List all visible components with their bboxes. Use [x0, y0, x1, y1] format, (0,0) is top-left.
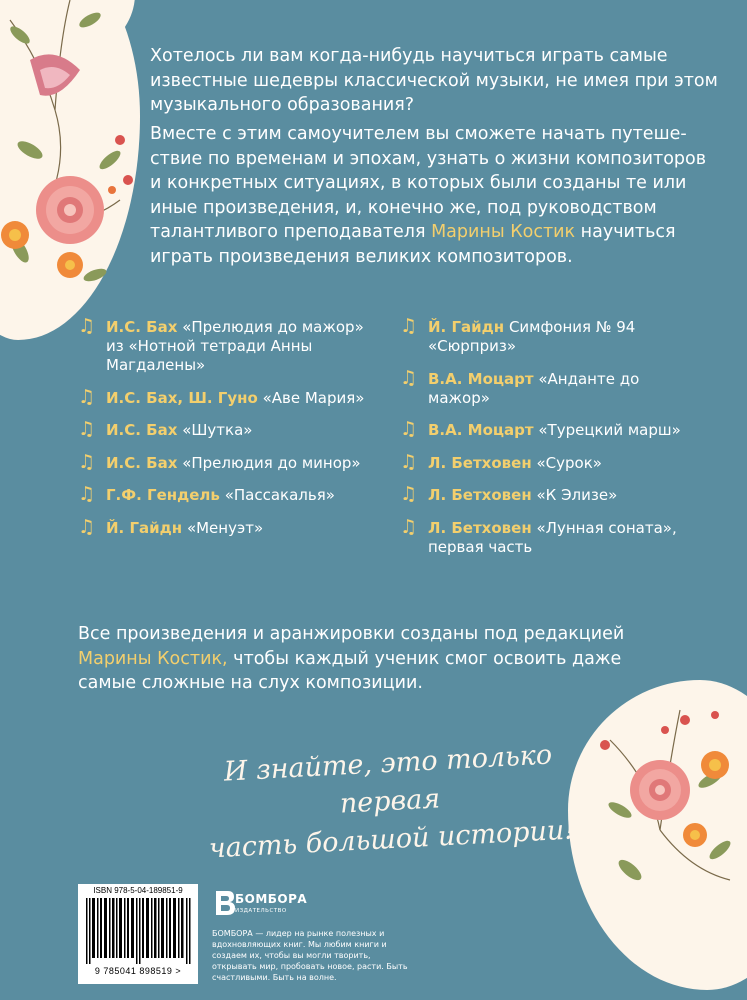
barcode	[78, 884, 198, 984]
piece-list-left	[78, 315, 368, 551]
list-item: ♫ И.С. Бах, Ш. Гуно «Аве Мария»	[78, 385, 365, 408]
music-note-icon: ♫	[78, 315, 96, 337]
description-paragraph: Вместе с этим самоучителем вы сможете начать путеше-ствие по временам и эпохам, узнать о жизни композиторов и конкретных ситуациях, в которых были созданы те или иные произведения, и, конечно же, под руководством талантливого преподавателя Марины Костик научиться играть произведения великих композиторов.	[150, 124, 707, 267]
music-note-icon: ♫	[400, 483, 418, 505]
list-item: ♫ Й. Гайдн Симфония № 94 «Сюрприз»	[400, 315, 636, 355]
music-note-icon: ♫	[78, 515, 96, 538]
music-note-icon: ♫	[78, 385, 96, 408]
publisher-name: БОМБОРА	[235, 892, 308, 906]
list-item: ♫ Й. Гайдн «Менуэт»	[78, 515, 264, 538]
cream-decor-bottom	[568, 680, 747, 990]
author-name-highlight: Марины Костик,	[78, 648, 228, 669]
music-note-icon: ♫	[400, 418, 418, 440]
handwritten-tagline: И знайте, это только первая часть большой истории!	[208, 739, 576, 865]
music-note-icon: ♫	[400, 366, 418, 389]
intro-paragraph: Хотелось ли вам когда-нибудь научиться играть самые известные шедевры классической музыки, не имея при этом музыкального образования?	[150, 46, 718, 115]
music-note-icon: ♫	[78, 483, 96, 505]
publisher-subtitle: ИЗДАТЕЛЬСТВО	[235, 908, 287, 914]
list-item: ♫ В.А. Моцарт «Анданте до мажор»	[400, 366, 640, 407]
list-item: ♫ Г.Ф. Гендель «Пассакалья»	[78, 483, 335, 505]
barcode-digits: 9 785041 898519 >	[94, 966, 182, 976]
barcode-bars	[86, 898, 192, 964]
list-item: ♫ Л. Бетховен «Сурок»	[400, 450, 602, 473]
outro-paragraph: Все произведения и аранжировки созданы под редакцией Марины Костик, чтобы каждый ученик смог освоить даже самые сложные на слух композиции.	[78, 624, 625, 693]
author-name-highlight: Марины Костик	[431, 222, 576, 242]
list-item: ♫ И.С. Бах «Прелюдия до мажор» из «Нотной тетради Анны Магдалены»	[78, 315, 364, 374]
music-note-icon: ♫	[400, 515, 418, 538]
isbn-label: ISBN 978-5-04-189851-9	[93, 886, 183, 895]
list-item: ♫ Л. Бетховен «К Элизе»	[400, 483, 618, 505]
music-note-icon: ♫	[78, 450, 96, 473]
publisher-blurb: БОМБОРА — лидер на рынке полезных и вдохновляющих книг. Мы любим книги и создаем их, чтобы вы могли творить, открывать мир, пробовать новое, расти. Быть счастливыми. Быть на волне.	[212, 929, 408, 982]
music-note-icon: ♫	[78, 418, 96, 440]
list-item: ♫ В.А. Моцарт «Турецкий марш»	[400, 418, 681, 440]
music-note-icon: ♫	[400, 315, 418, 337]
piece-list-right	[400, 315, 690, 570]
music-note-icon: ♫	[400, 450, 418, 473]
list-item: ♫ И.С. Бах «Прелюдия до минор»	[78, 450, 361, 473]
list-item: ♫ Л. Бетховен «Лунная соната», первая часть	[400, 515, 677, 556]
list-item: ♫ И.С. Бах «Шутка»	[78, 418, 253, 440]
